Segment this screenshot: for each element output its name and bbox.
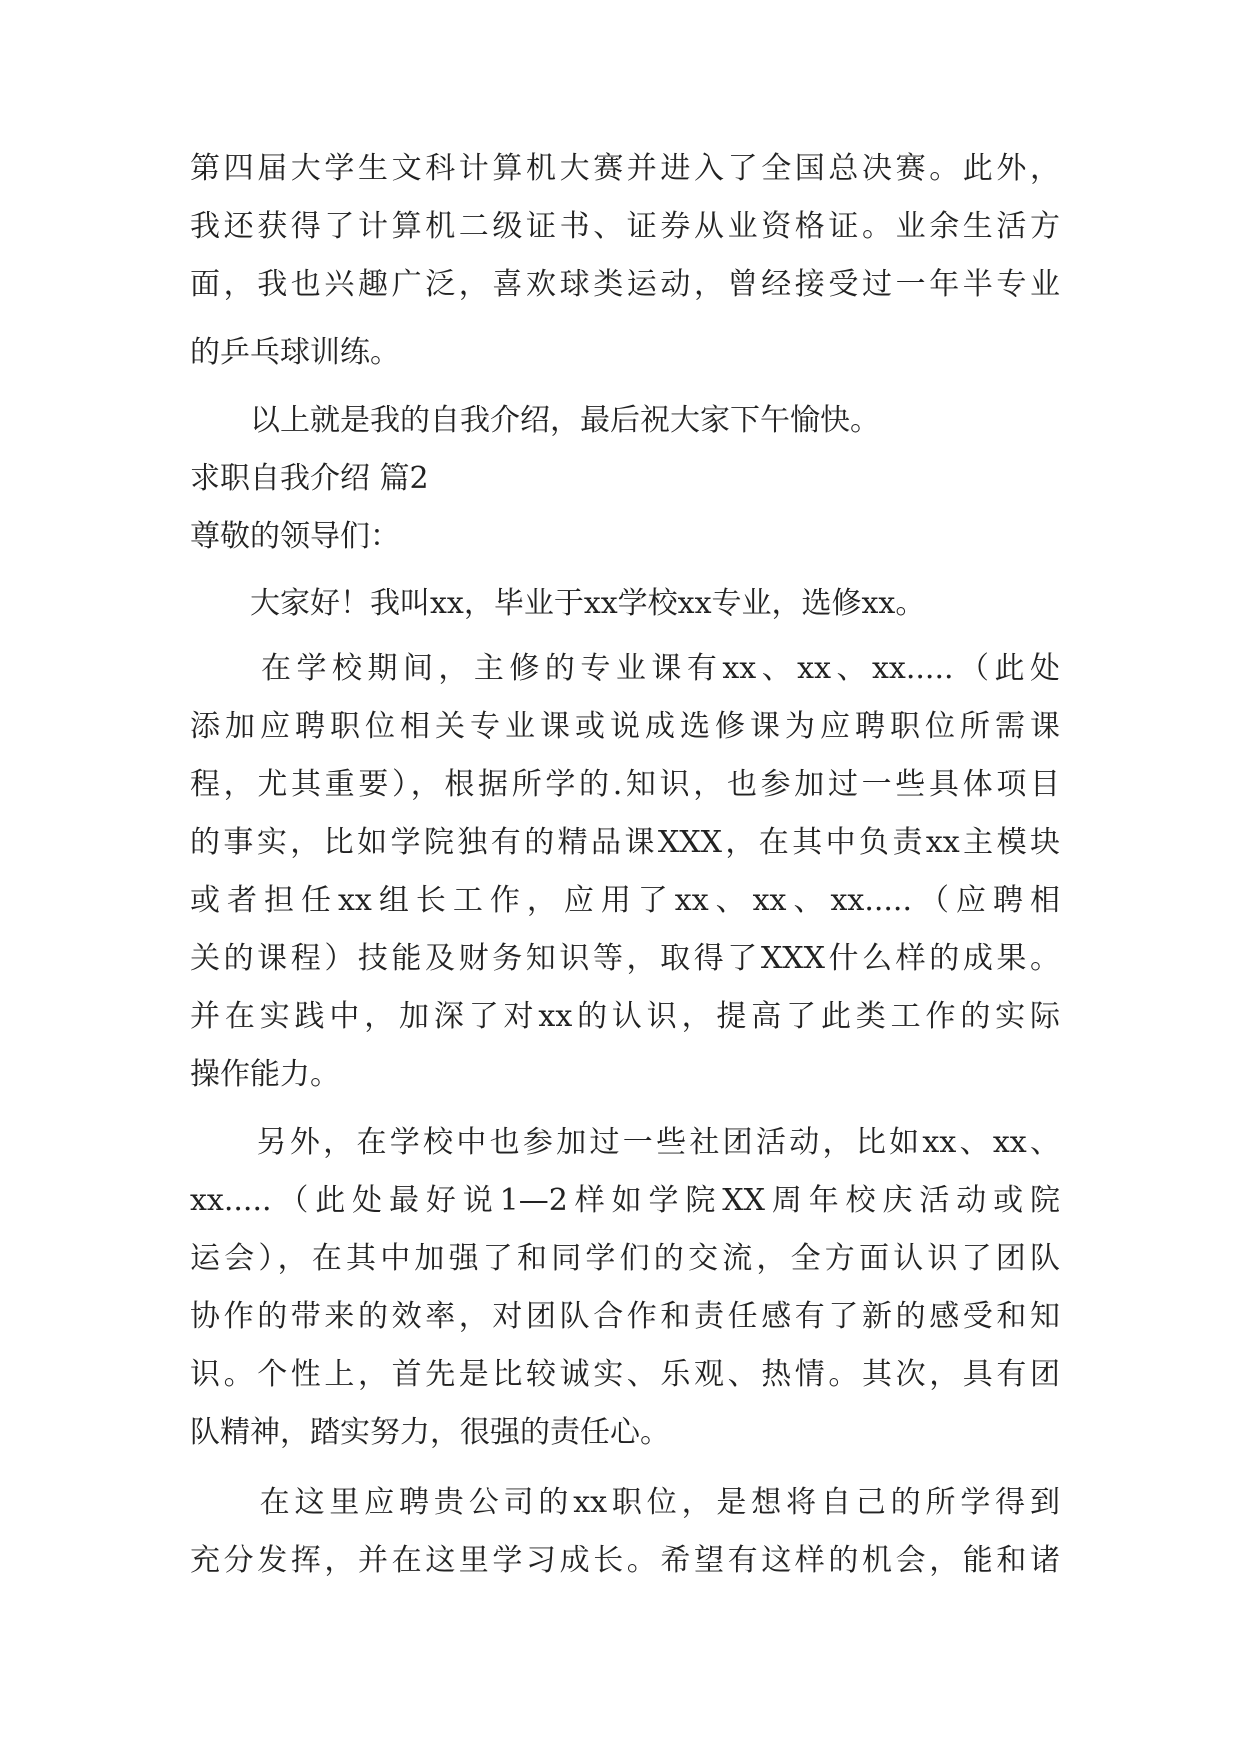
paragraph-line: 关的课程）技能及财务知识等，取得了XXX什么样的成果。	[190, 941, 1060, 976]
paragraph-line: 识。个性上，首先是比较诚实、乐观、热情。其次，具有团	[190, 1357, 1060, 1392]
paragraph-line: 在学校期间，主修的专业课有xx、xx、xx.....（此处	[190, 651, 1060, 686]
paragraph-line: 我还获得了计算机二级证书、证券从业资格证。业余生活方	[190, 209, 1060, 244]
paragraph-line: 或者担任xx组长工作，应用了xx、xx、xx.....（应聘相	[190, 883, 1060, 918]
paragraph-line: xx.....（此处最好说1—2样如学院XX周年校庆活动或院	[190, 1183, 1060, 1218]
paragraph-line: 并在实践中，加深了对xx的认识，提高了此类工作的实际	[190, 999, 1060, 1034]
paragraph-line: 在这里应聘贵公司的xx职位，是想将自己的所学得到	[190, 1485, 1060, 1520]
paragraph-line: 另外，在学校中也参加过一些社团活动，比如xx、xx、	[190, 1125, 1060, 1160]
paragraph-line: 运会），在其中加强了和同学们的交流，全方面认识了团队	[190, 1241, 1060, 1276]
salutation: 尊敬的领导们：	[190, 519, 400, 554]
paragraph-line: 的乒乓球训练。	[190, 335, 400, 370]
paragraph-line: 队精神，踏实努力，很强的责任心。	[190, 1415, 670, 1450]
paragraph-line: 的事实，比如学院独有的精品课XXX，在其中负责xx主模块	[190, 825, 1060, 860]
paragraph-line: 充分发挥，并在这里学习成长。希望有这样的机会，能和诸	[190, 1543, 1060, 1578]
paragraph-line: 以上就是我的自我介绍，最后祝大家下午愉快。	[190, 403, 880, 438]
section-heading: 求职自我介绍 篇2	[190, 461, 429, 496]
paragraph-line: 程，尤其重要），根据所学的.知识，也参加过一些具体项目	[190, 767, 1060, 802]
paragraph-line: 添加应聘职位相关专业课或说成选修课为应聘职位所需课	[190, 709, 1060, 744]
paragraph-line: 大家好！我叫xx，毕业于xx学校xx专业，选修xx。	[190, 586, 926, 621]
paragraph-line: 协作的带来的效率，对团队合作和责任感有了新的感受和知	[190, 1299, 1060, 1334]
paragraph-line: 第四届大学生文科计算机大赛并进入了全国总决赛。此外，	[190, 151, 1060, 186]
paragraph-line: 操作能力。	[190, 1057, 340, 1092]
paragraph-line: 面，我也兴趣广泛，喜欢球类运动，曾经接受过一年半专业	[190, 267, 1060, 302]
